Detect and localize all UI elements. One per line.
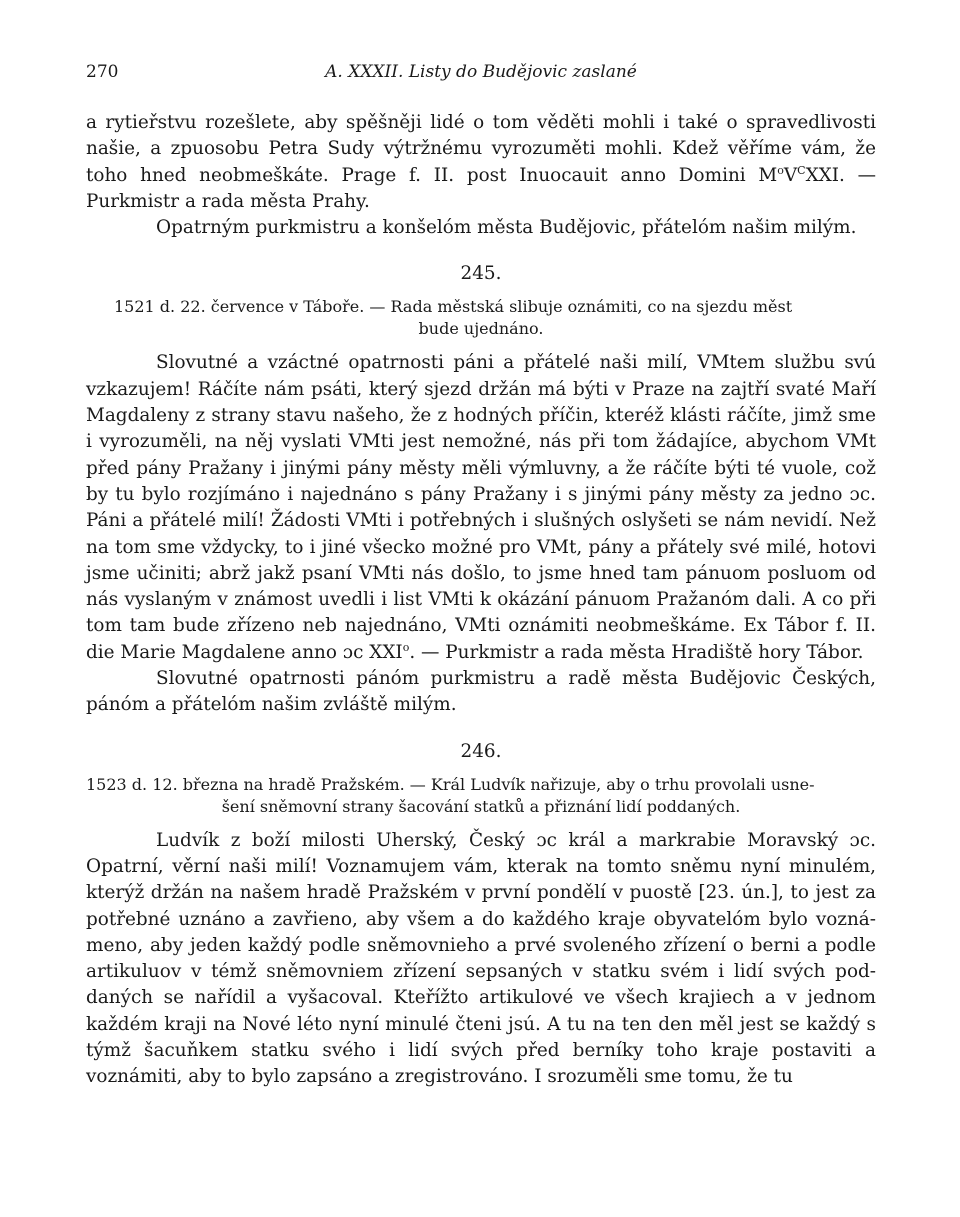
letter-245-signature: . — Purkmistr a rada města Hradiště hory Tábor. [409, 641, 864, 663]
running-head: A. XXXII. Listy do Budějovic zaslané [325, 62, 637, 82]
intro-address: Opatrným purkmistru a konšelóm města Budějovic, přátelóm našim milým. [156, 217, 857, 239]
intro-paragraph [86, 110, 876, 215]
regest-line: 1521 d. 22. července v Táboře. — Rada městská slibuje oznámiti, co na sjezdu měst [114, 297, 793, 317]
regest-line: šení sněmovní strany šacování statků a přiznání lidí poddaných. [221, 796, 741, 816]
intro-text: a rytieřstvu rozešlete, aby spěšněji lidé o tom věděti mohli i také o spravedlivosti našie, a zpuosobu Petra Sudy výtržnému vyrozuměti mohli. Kdež věříme vám, že toho hned neobmeškáte. Prage f. II. post Inuocauit anno Domini M [86, 112, 876, 186]
regest-line: bude ujednáno. [418, 319, 544, 339]
letter-number-246: 246. [460, 740, 502, 762]
superscript: o [777, 163, 784, 177]
page-number: 270 [86, 62, 119, 82]
letter-number-245: 245. [460, 263, 502, 285]
page-header [86, 62, 876, 92]
letter-245-text: Slovutné a vzáctné opatrnosti páni a přátelé naši milí, VMtem službu svú vzkazujem! Ráčíte nám psáti, který sjezd držán má býti v Praze na zajtří svaté Maří Magdaleny z strany stavu našeho, že z hodných příčin, kteréž klásti ráčíte, jimž sme i vyrozuměli, na něj vyslati VMti jest nemožné, nás při tom žádajíce, abychom VMt před pány Pražany i jinými pány městy měli výmluvny, a že ráčíte býti té vuole, což by tu bylo rozjímáno i najednáno s pány Pražany i s jinými pány městy za jedno ɔc. Páni a přátelé milí! Žádosti VMti i potřebných i slušných oslyšeti se nám nevidí. Než na tom sme vždycky, to i jiné všecko možné pro VMt, pány a přátely své milé, hotovi jsme učiniti; abrž jakž psaní VMti nás došlo, to jsme hned tam pánuom posluom od nás vyslaným v známost uvedli i list VMti k okázání pánuom Pražanóm dali. A co při tom tam bude zřízeno neb najednáno, VMti oznámiti neobmeškáme. Ex Tábor f. II. die Marie Magdalene anno ɔc XXI [86, 352, 876, 663]
intro-text-end: XXI. — Purkmistr a rada města Prahy. [86, 164, 876, 212]
intro-text-mid: V [783, 164, 798, 186]
letter-246-regest [86, 774, 876, 818]
regest-line: 1523 d. 12. března na hradě Pražském. — Král Ludvík nařizuje, aby o trhu provolali usne- [86, 774, 815, 794]
superscript: C [797, 163, 806, 177]
letter-245-address: Slovutné opatrnosti pánóm purkmistru a radě města Budějovic Českých, pánóm a přátelóm našim zvláště milým. [86, 668, 876, 716]
letter-246-body: Ludvík z boží milosti Uherský, Český ɔc král a markrabie Moravský ɔc. Opatrní, věrní naši milí! Voznamujem vám, kterak na tomto sněmu nyní minulém, kterýž držán na našem hradě Pražském v první pondělí v puostě [23. ún.], to jest za potřebné uznáno a zavřieno, aby všem a do každého kraje obyvatelóm bylo vozná- meno, aby jeden každý podle sněmovnieho a prvé svoleného zřízení o berni a podle artikuluov v témž sněmovniem zřízení sepsaných v statku svém i lidí svých pod- daných se nařídil a vyšacoval. Kteřížto artikulové ve všech krajiech a v jednom každém kraji na Nové léto nyní minulé čteni jsú. A tu na ten den měl jest se každý s týmž šacuňkem statku svého i lidí svých před berníky toho kraje postaviti a voznámiti, aby to bylo zapsáno a zregistrováno. I srozuměli sme tomu, že tu [86, 829, 876, 1088]
superscript: o [402, 640, 410, 654]
letter-245-body [86, 350, 876, 666]
letter-245-regest [86, 296, 876, 340]
